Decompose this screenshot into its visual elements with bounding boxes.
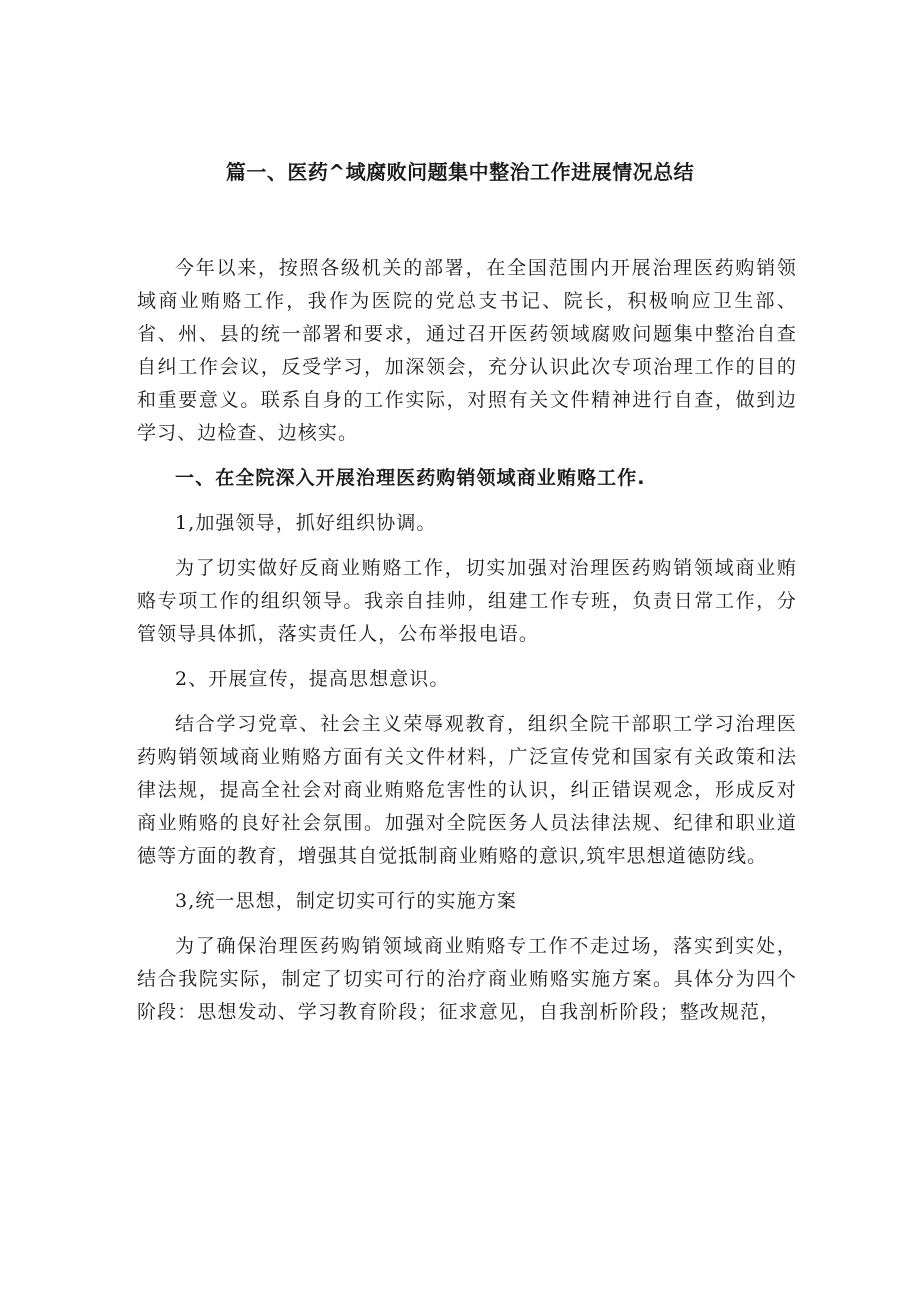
intro-paragraph: 今年以来，按照各级机关的部署，在全国范围内开展治理医药购销领域商业贿赂工作，我作为医院的党总支书记、院长，积极响应卫生部、省、州、县的统一部署和要求，通过召开医药领域腐败问题集中整治自查自纠工作会议，反受学习，加深领会，充分认识此次专项治理工作的目的和重要意义。联系自身的工作实际，对照有关文件精神进行自查，做到边学习、边检查、边核实。 xyxy=(137,257,797,444)
section-heading-1: 一、在全院深入开展治理医药购销领域商业贿赂工作. xyxy=(175,467,646,489)
subheading-3: 3,统一思想，制定切实可行的实施方案 xyxy=(175,890,517,912)
document-body xyxy=(137,252,797,1041)
body-paragraph-2: 结合学习党章、社会主义荣辱观教育，组织全院干部职工学习治理医药购销领域商业贿赂方面有关文件材料，广泛宣传党和国家有关政策和法律法规，提高全社会对商业贿赂危害性的认识，纠正错误观念，形成反对商业贿赂的良好社会氛围。加强对全院医务人员法律法规、纪律和职业道德等方面的教育，增强其自觉抵制商业贿赂的意识,筑牢思想道德防线。 xyxy=(137,713,797,867)
subheading-2: 2、开展宣传，提高思想意识。 xyxy=(175,668,450,690)
body-paragraph-3: 为了确保治理医药购销领域商业贿赂专工作不走过场，落实到实处，结合我院实际，制定了切实可行的治疗商业贿赂实施方案。具体分为四个阶段：思想发动、学习教育阶段；征求意见，自我剖析阶段；整改规范， xyxy=(137,935,797,1023)
subheading-1: 1,加强领导，抓好组织协调。 xyxy=(175,512,437,534)
body-paragraph-1: 为了切实做好反商业贿赂工作，切实加强对治理医药购销领域商业贿赂专项工作的组织领导。我亲自挂帅，组建工作专班，负责日常工作，分管领导具体抓，落实责任人，公布举报电语。 xyxy=(137,557,797,645)
page-title: 篇一、医药^域腐败问题集中整治工作进展情况总结 xyxy=(225,160,695,184)
